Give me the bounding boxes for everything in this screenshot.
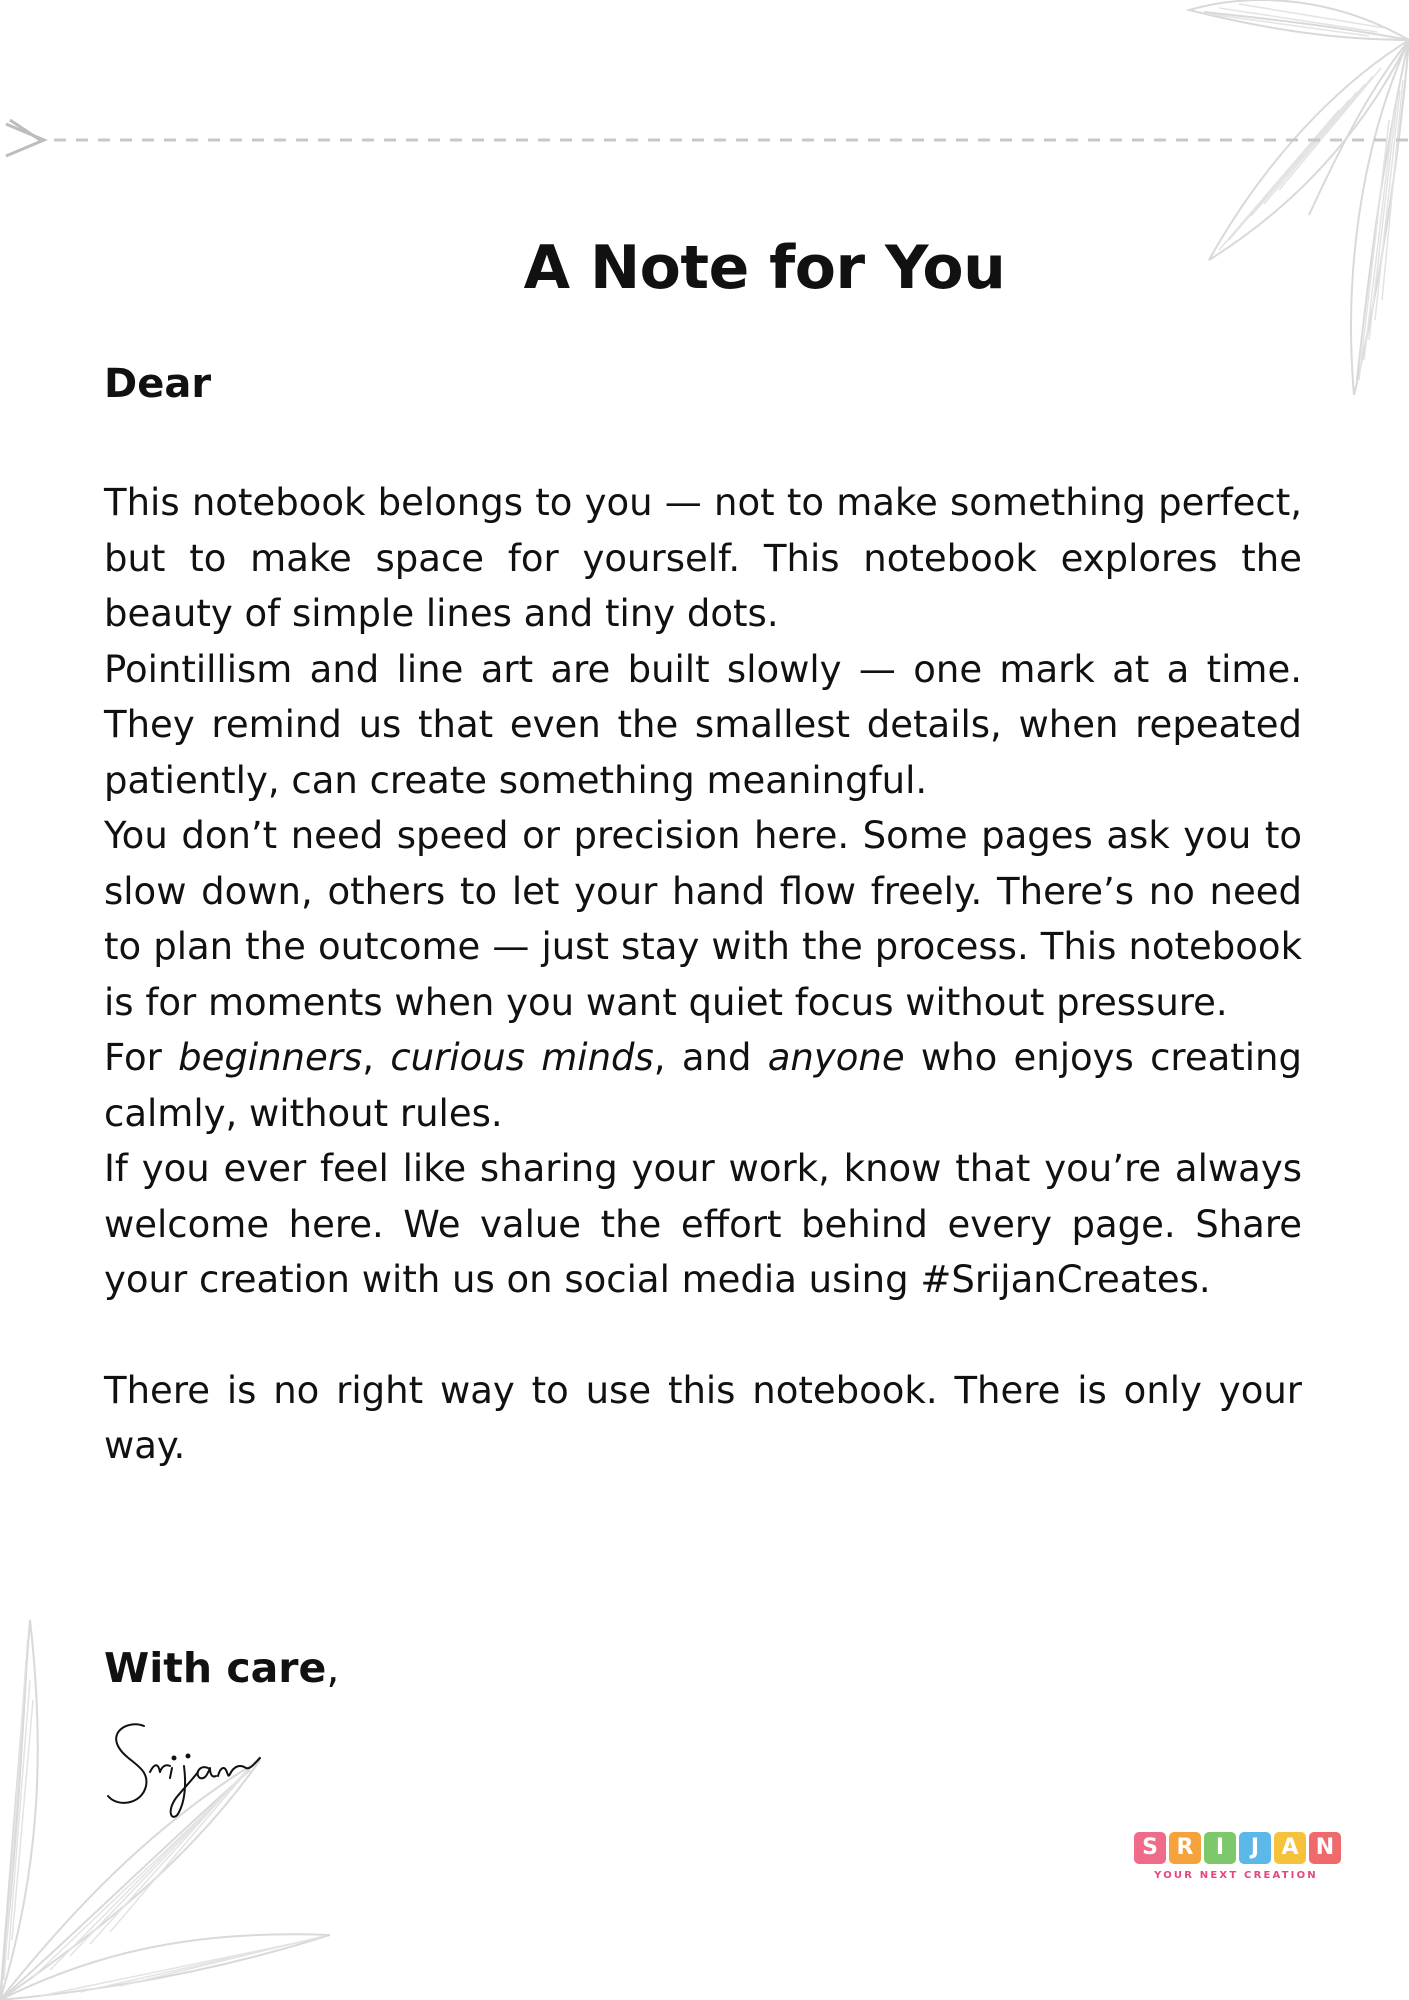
logo-letter: N <box>1309 1832 1341 1864</box>
logo-letter: I <box>1204 1832 1236 1864</box>
paragraph-4-sep2: , and <box>653 1036 768 1079</box>
emphasis-beginners: beginners <box>178 1036 363 1079</box>
dashed-cut-line <box>0 110 1409 170</box>
letter-body <box>104 475 1302 1474</box>
logo-tagline: YOUR NEXT CREATION <box>1154 1870 1318 1881</box>
paragraph-5: If you ever feel like sharing your work, know that you’re always welcome here. We value the effort behind every page. Share your creation with us on social media using #SrijanCreates. <box>104 1147 1302 1301</box>
emphasis-anyone: anyone <box>767 1036 905 1079</box>
paragraph-4-sep1: , <box>362 1036 391 1079</box>
paragraph-6: There is no right way to use this notebook. There is only your way. <box>104 1368 1302 1467</box>
logo-letter: R <box>1169 1832 1201 1864</box>
page-title: A Note for You <box>523 233 1006 303</box>
logo-letter: S <box>1134 1832 1166 1864</box>
paragraph-4-lead: For <box>104 1036 179 1079</box>
signature-srijan <box>100 1712 280 1822</box>
emphasis-curious-minds: curious minds <box>390 1036 654 1079</box>
paragraph-4-tail: who enjoys creating calmly, without rules. <box>104 1036 1302 1135</box>
salutation: Dear <box>104 361 212 407</box>
closing <box>104 1638 339 1698</box>
leaf-decoration-top-right-icon <box>1039 0 1409 400</box>
paragraph-2: Pointillism and line art are built slowly — one mark at a time. They remind us that even the smallest details, when repeated patiently, can create something meaningful. <box>104 647 1302 802</box>
paragraph-1: This notebook belongs to you — not to make something perfect, but to make space for yourself. This notebook explores the beauty of simple lines and tiny dots. <box>104 481 1302 635</box>
scissors-icon <box>6 120 44 156</box>
paragraph-3: You don’t need speed or precision here. Some pages ask you to slow down, others to let your hand flow freely. There’s no need to plan the outcome — just stay with the process. This notebook is for moments when you want quiet focus without pressure. <box>104 814 1302 1024</box>
srijan-logo <box>1134 1832 1344 1892</box>
paragraph-4 <box>104 1030 1302 1141</box>
closing-punct: , <box>326 1644 340 1692</box>
logo-letter: J <box>1239 1832 1271 1864</box>
closing-text: With care <box>104 1644 327 1692</box>
logo-letter: A <box>1274 1832 1306 1864</box>
logo-letters <box>1134 1832 1344 1864</box>
